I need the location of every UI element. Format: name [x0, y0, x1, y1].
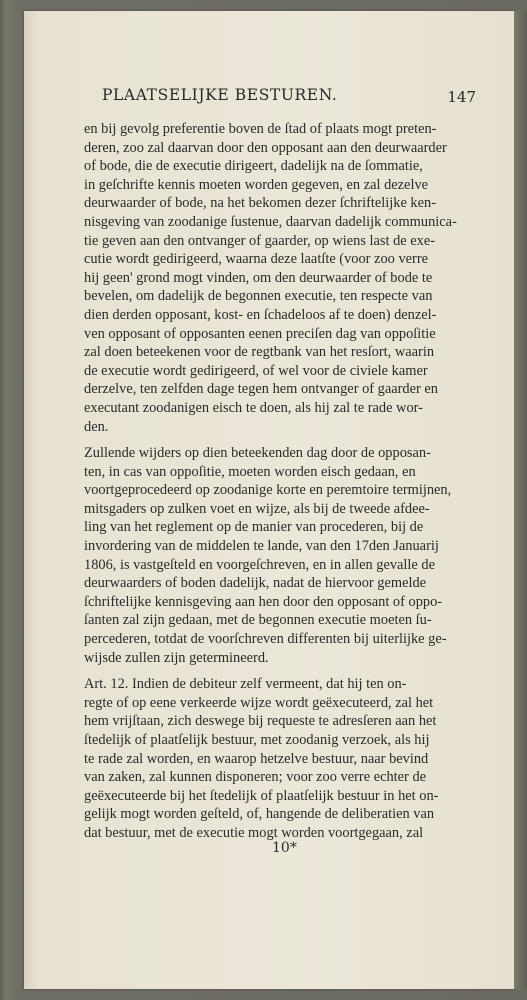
- text-line: zal doen beteekenen voor de regtbank van het resſort, waarin: [84, 344, 435, 361]
- text-line: hij geen' grond mogt vinden, om den deurwaarder of bode te: [84, 269, 433, 286]
- text-line: invordering van de middelen te lande, van den 17den Januarij: [84, 538, 439, 555]
- text-line: of bode, die de executie dirigeert, dadelijk na de ſommatie,: [84, 158, 423, 175]
- text-line: Art. 12. Indien de debiteur zelf vermeent, dat hij ten on-: [84, 676, 407, 693]
- text-line: van zaken, zal kunnen disponeren; voor zoo verre echter de: [84, 769, 427, 786]
- text-line: bevelen, om dadelijk de begonnen executie, ten respecte van: [84, 288, 433, 305]
- text-line: dien derden opposant, kost- en ſchadeloos af te doen) denzel-: [84, 306, 437, 323]
- text-line: gelijk mogt worden geſteld, of, hangende de deliberatien van: [84, 806, 435, 823]
- text-line: percederen, totdat de voorſchreven differenten bij uiterlijke ge-: [84, 631, 447, 648]
- text-line: de executie wordt gedirigeerd, of wel voor de civiele kamer: [84, 362, 428, 379]
- text-line: geëxecuteerde bij het ſtedelijk of plaatſelijk bestuur in het on-: [84, 787, 439, 804]
- page-edge-shadow: [514, 11, 527, 989]
- text-line: deren, zoo zal daarvan door den opposant aan den deurwaarder: [84, 139, 447, 156]
- text-line: ſanten zal zijn gedaan, met de begonnen executie moeten ſu-: [84, 612, 432, 629]
- text-line: deurwaarders of boden dadelijk, nadat de hiervoor gemelde: [84, 575, 427, 592]
- text-line: derzelve, ten zelfden dage tegen hem ontvanger of gaarder en: [84, 381, 438, 398]
- text-line: voortgeprocedeerd op zoodanige korte en peremtoire termijnen,: [84, 482, 452, 499]
- text-line: hem vrijſtaan, zich deswege bij requeste te adresſeren aan het: [84, 713, 437, 730]
- signature-mark: 10*: [272, 840, 297, 856]
- text-line: executant zoodanigen eisch te doen, als hij zal te rade wor-: [84, 399, 423, 416]
- text-line: ſchriftelijke kennisgeving aan hen door den opposant of oppo-: [84, 593, 443, 610]
- text-line: in geſchrifte kennis moeten worden gegeven, en zal dezelve: [84, 176, 429, 193]
- text-line: en bij gevolg preferentie boven de ſtad of plaats mogt preten-: [84, 121, 437, 137]
- text-line: wijsde zullen zijn getermineerd.: [84, 649, 269, 666]
- paragraph-3: [84, 675, 439, 842]
- text-line: Zullende wijders op dien beteekenden dag door de opposan-: [84, 445, 431, 462]
- paragraph-1: [84, 120, 457, 436]
- text-line: nisgeving van zoodanige ſustenue, daarvan dadelijk communica-: [84, 213, 457, 230]
- running-title: PLAATSELIJKE BESTUREN.: [102, 86, 338, 104]
- text-line: ling van het reglement op de manier van procederen, bij de: [84, 519, 424, 536]
- text-line: tie geven aan den ontvanger of gaarder, op wiens last de exe-: [84, 232, 436, 249]
- text-line: cutie wordt gedirigeerd, waarna deze laatſte (voor zoo verre: [84, 251, 428, 268]
- text-line: deurwaarder of bode, na het bekomen dezer ſchriftelijke ken-: [84, 195, 437, 212]
- text-line: regte of op eene verkeerde wijze wordt geëxecuteerd, zal het: [84, 694, 434, 711]
- text-line: te rade zal worden, en waarop hetzelve bestuur, naar bevind: [84, 750, 429, 767]
- text-line: ſtedelijk of plaatſelijk bestuur, met zoodanig verzoek, als hij: [84, 732, 430, 748]
- text-line: ten, in cas van oppoſitie, moeten worden eisch gedaan, en: [84, 463, 416, 480]
- running-head: [72, 76, 482, 106]
- text-line: mitsgaders op zulken voet en wijze, als bij de tweede afdee-: [84, 500, 430, 517]
- page-number: 147: [447, 88, 476, 106]
- text-line: den.: [84, 418, 109, 435]
- text-line: dat bestuur, met de executie mogt worden voortgegaan, zal: [84, 824, 424, 841]
- text-line: ven opposant of opposanten eenen preciſen dag van oppoſitie: [84, 325, 436, 342]
- body-text: [84, 120, 457, 843]
- text-line: 1806, is vastgeſteld en voorgeſchreven, en in allen gevalle de: [84, 556, 435, 573]
- paragraph-2: [84, 444, 452, 667]
